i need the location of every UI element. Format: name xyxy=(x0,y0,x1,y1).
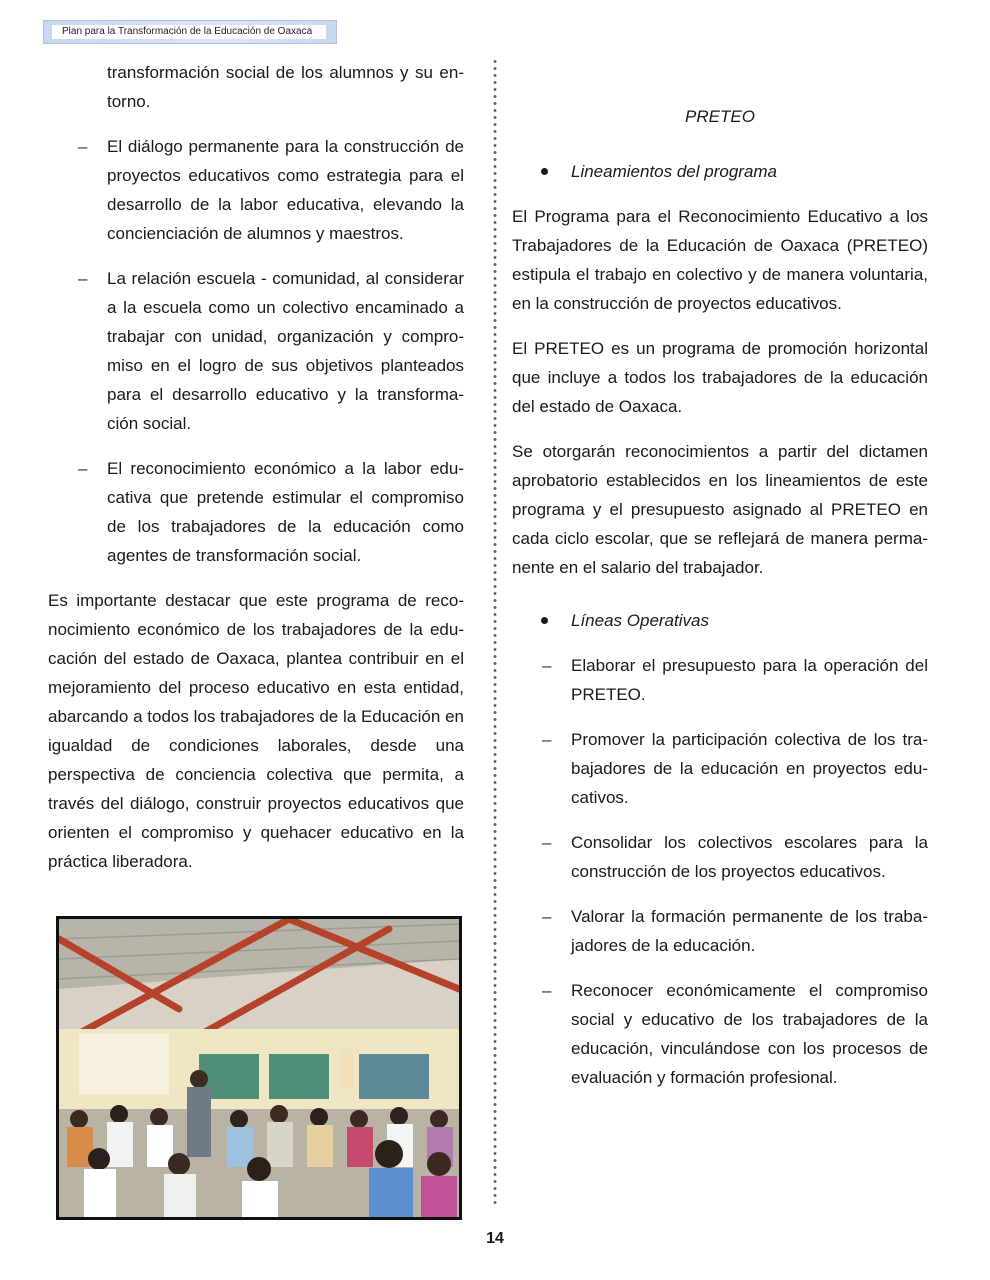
bullet-icon xyxy=(541,168,548,175)
dash-bullet: – xyxy=(542,907,552,926)
list-item-text: Promover la participación colectiva de los trabajadores de la educación en proyectos educativos. xyxy=(571,730,928,807)
bullet-heading-text: Lineamientos del programa xyxy=(571,162,778,181)
list-item xyxy=(512,828,928,886)
list-item-text: La relación escuela - comunidad, al considerar a la escuela como un colectivo encaminado a trabajar con unidad, organización y compromiso en el logro de sus objetivos planteados para el desarrollo educativo y la transformación social. xyxy=(107,269,464,433)
list-item xyxy=(48,264,464,438)
meeting-photo xyxy=(56,916,462,1220)
list-item-text: Reconocer económicamente el compromiso social y educativo de los trabajadores de la educación, vinculándose con los procesos de evaluación y formación profesional. xyxy=(571,981,928,1087)
header-tab xyxy=(43,20,337,44)
list-item xyxy=(512,725,928,812)
body-paragraph: Se otorgarán reconocimientos a partir del dictamen aprobatorio establecidos en los lineamientos de este programa y el presupuesto asignado al PRETEO en cada ciclo escolar, que se reflejará de manera permanente en el salario del trabajador. xyxy=(512,442,928,577)
dash-bullet: – xyxy=(78,269,88,288)
list-item xyxy=(48,454,464,570)
dash-bullet: – xyxy=(542,833,552,852)
left-column xyxy=(48,58,464,876)
list-item-text: El reconocimiento económico a la labor educativa que pretende estimular el compromiso de los trabajadores de la educación como agentes de transformación social. xyxy=(107,459,464,565)
body-paragraph: Es importante destacar que este programa de reconocimiento económico de los trabajadores de la educación del estado de Oaxaca, plantea contribuir en el mejoramiento del proceso educativo en esta entidad, abarcando a todos los trabajadores de la Educación en igualdad de condiciones laborales, desde una perspectiva de conciencia colectiva que permita, a través del diálogo, construir proyectos educativos que orienten el compromiso y quehacer educativo en la práctica liberadora. xyxy=(48,591,464,871)
bullet-heading xyxy=(512,157,928,186)
column-divider xyxy=(493,58,497,1206)
header-title: Plan para la Transformación de la Educación de Oaxaca xyxy=(52,25,326,39)
list-item-text: Consolidar los colectivos escolares para la construcción de los proyectos educativos. xyxy=(571,833,928,881)
list-item xyxy=(512,976,928,1092)
dash-bullet: – xyxy=(542,981,552,1000)
bullet-heading xyxy=(512,606,928,635)
list-item xyxy=(48,132,464,248)
dash-bullet: – xyxy=(78,137,88,156)
bullet-heading-text: Líneas Operativas xyxy=(571,611,709,630)
body-paragraph: El Programa para el Reconocimiento Educativo a los Trabajadores de la Educación de Oaxaca (PRETEO) estipula el trabajo en colectivo y de manera voluntaria, en la construcción de proyectos educativos. xyxy=(512,207,928,313)
list-item-text: Valorar la formación permanente de los trabajadores de la educación. xyxy=(571,907,928,955)
dash-bullet: – xyxy=(542,730,552,749)
dash-bullet: – xyxy=(78,459,88,478)
list-item xyxy=(512,651,928,709)
body-paragraph: El PRETEO es un programa de promoción horizontal que incluye a todos los trabajadores de la educación del estado de Oaxaca. xyxy=(512,339,928,416)
bullet-icon xyxy=(541,617,548,624)
list-item xyxy=(512,902,928,960)
section-title: PRETEO xyxy=(685,107,755,126)
page-number: 14 xyxy=(486,1230,504,1247)
meeting-photo-image xyxy=(59,919,459,1217)
lead-text: transformación social de los alumnos y su entorno. xyxy=(107,63,464,111)
dash-bullet: – xyxy=(542,656,552,675)
list-item-text: Elaborar el presupuesto para la operación del PRETEO. xyxy=(571,656,928,704)
list-item-text: El diálogo permanente para la construcción de proyectos educativos como estrategia para el desarrollo de la labor educativa, elevando la concienciación de alumnos y maestros. xyxy=(107,137,464,243)
right-column xyxy=(512,102,928,1092)
